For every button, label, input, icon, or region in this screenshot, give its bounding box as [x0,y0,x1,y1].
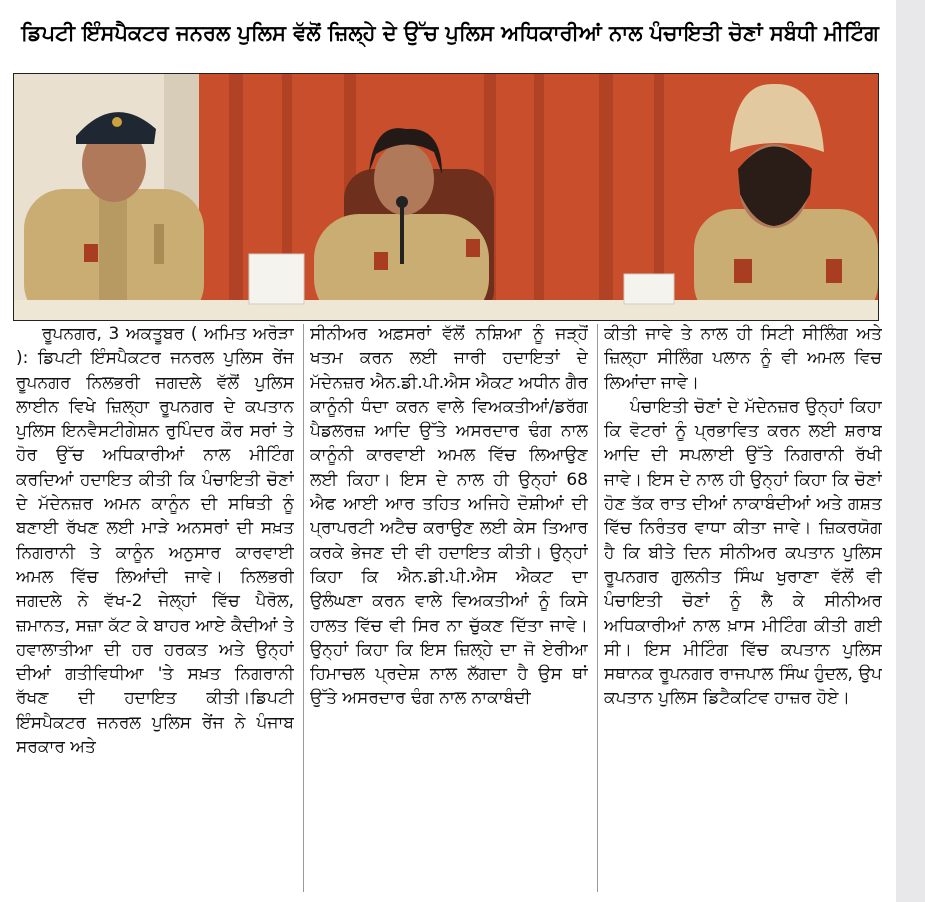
photo-table [14,300,878,320]
article-column-1 [16,322,294,894]
dateline: ਰੂਪਨਗਰ, 3 ਅਕਤੂਬਰ ( ਅਮਿਤ ਅਰੋੜਾ ): [16,324,294,369]
column-divider [303,324,304,892]
article-col2-text: ਸੀਨੀਅਰ ਅਫ਼ਸਰਾਂ ਵੱਲੋਂ ਨਸ਼ਿਆ ਨੂੰ ਜੜ੍ਹੋਂ ਖਤਮ ਕਰਨ ਲਈ ਜਾਰੀ ਹਦਾਇਤਾਂ ਦੇ ਮੱਦੇਨਜ਼ਰ ਐਨ.ਡੀ.ਪੀ.ਐਸ ਐਕਟ ਅਧੀਨ ਗੈਰ ਕਾਨੂੰਨੀ ਧੰਦਾ ਕਰਨ ਵਾਲੇ ਵਿਅਕਤੀਆਂ/ਡਰੱਗ ਪੈਡਲਰਜ਼ ਆਦਿ ਉੱਤੇ ਅਸਰਦਾਰ ਢੰਗ ਨਾਲ ਕਾਨੂੰਨੀ ਕਾਰਵਾਈ ਅਮਲ ਵਿੱਚ ਲਿਆਉਣ ਲਈ ਕਿਹਾ। ਇਸ ਦੇ ਨਾਲ ਹੀ ਉਨ੍ਹਾਂ 68 ਐਫ ਆਈ ਆਰ ਤਹਿਤ ਅਜਿਹੇ ਦੋਸ਼ੀਆਂ ਦੀ ਪ੍ਰਾਪਰਟੀ ਅਟੈਚ ਕਰਾਉਣ ਲਈ ਕੇਸ ਤਿਆਰ ਕਰਕੇ ਭੇਜਣ ਦੀ ਵੀ ਹਦਾਇਤ ਕੀਤੀ। ਉਨ੍ਹਾਂ ਕਿਹਾ ਕਿ ਐਨ.ਡੀ.ਪੀ.ਐਸ ਐਕਟ ਦਾ ਉਲੰਘਣਾ ਕਰਨ ਵਾਲੇ ਵਿਅਕਤੀਆਂ ਨੂੰ ਕਿਸੇ ਹਾਲਤ ਵਿੱਚ ਵੀ ਸਿਰ ਨਾ ਚੁੱਕਣ ਦਿੱਤਾ ਜਾਵੇ। ਉਨ੍ਹਾਂ ਕਿਹਾ ਕਿ ਇਸ ਜ਼ਿਲ੍ਹੇ ਦਾ ਜੋ ਏਰੀਆ ਹਿਮਾਚਲ ਪ੍ਰਦੇਸ਼ ਨਾਲ ਲੱਗਦਾ ਹੈ ਉਸ ਥਾਂ ਉੱਤੇ ਅਸਰਦਾਰ ਢੰਗ ਨਾਲ ਨਾਕਾਬੰਦੀ [310,324,588,709]
meeting-photo [13,73,879,321]
article-column-3 [604,322,882,894]
article-col3-para1: ਕੀਤੀ ਜਾਵੇ ਤੇ ਨਾਲ ਹੀ ਸਿਟੀ ਸੀਲਿੰਗ ਅਤੇ ਜ਼ਿਲ੍ਹਾ ਸੀਲਿੰਗ ਪਲਾਨ ਨੂੰ ਵੀ ਅਮਲ ਵਿਚ ਲਿਆਂਦਾ ਜਾਵੇ। [604,324,882,393]
article-body [16,322,892,900]
article-col3-para2: ਪੰਚਾਇਤੀ ਚੋਣਾਂ ਦੇ ਮੱਦੇਨਜ਼ਰ ਉਨ੍ਹਾਂ ਕਿਹਾ ਕਿ ਵੋਟਰਾਂ ਨੂੰ ਪ੍ਰਭਾਵਿਤ ਕਰਨ ਲਈ ਸ਼ਰਾਬ ਆਦਿ ਦੀ ਸਪਲਾਈ ਉੱਤੇ ਨਿਗਰਾਨੀ ਰੱਖੀ ਜਾਵੇ। ਇਸ ਦੇ ਨਾਲ ਹੀ ਉਨ੍ਹਾਂ ਕਿਹਾ ਕਿ ਚੋਣਾਂ ਹੋਣ ਤੱਕ ਰਾਤ ਦੀਆਂ ਨਾਕਾਬੰਦੀਆਂ ਅਤੇ ਗਸ਼ਤ ਵਿੱਚ ਨਿਰੰਤਰ ਵਾਧਾ ਕੀਤਾ ਜਾਵੇ। ਜ਼ਿਕਰਯੋਗ ਹੈ ਕਿ ਬੀਤੇ ਦਿਨ ਸੀਨੀਅਰ ਕਪਤਾਨ ਪੁਲਿਸ ਰੂਪਨਗਰ ਗੁਲਨੀਤ ਸਿੰਘ ਖੁਰਾਣਾ ਵੱਲੋਂ ਵੀ ਪੰਚਾਇਤੀ ਚੋਣਾਂ ਨੂੰ ਲੈ ਕੇ ਸੀਨੀਅਰ ਅਧਿਕਾਰੀਆਂ ਨਾਲ ਖ਼ਾਸ ਮੀਟਿੰਗ ਕੀਤੀ ਗਈ ਸੀ। ਇਸ ਮੀਟਿੰਗ ਵਿੱਚ ਕਪਤਾਨ ਪੁਲਿਸ ਸਥਾਨਕ ਰੂਪਨਗਰ ਰਾਜਪਾਲ ਸਿੰਘ ਹੁੰਦਲ, ਉਪ ਕਪਤਾਨ ਪੁਲਿਸ ਡਿਟੈਕਟਿਵ ਹਾਜ਼ਰ ਹੋਏ। [604,396,882,709]
article-col1-text: ਡਿਪਟੀ ਇੰਸਪੈਕਟਰ ਜਨਰਲ ਪੁਲਿਸ ਰੇਂਜ ਰੂਪਨਗਰ ਨਿਲਭਰੀ ਜਗਦਲੇ ਵੱਲੋਂ ਪੁਲਿਸ ਲਾਈਨ ਵਿਖੇ ਜ਼ਿਲ੍ਹਾ ਰੂਪਨਗਰ ਦੇ ਕਪਤਾਨ ਪੁਲਿਸ ਇਨਵੈਸਟੀਗੇਸ਼ਨ ਰੁਪਿੰਦਰ ਕੌਰ ਸਰਾਂ ਤੇ ਹੋਰ ਉੱਚ ਅਧਿਕਾਰੀਆਂ ਨਾਲ ਮੀਟਿੰਗ ਕਰਦਿਆਂ ਹਦਾਇਤ ਕੀਤੀ ਕਿ ਪੰਚਾਇਤੀ ਚੋਣਾਂ ਦੇ ਮੱਦੇਨਜ਼ਰ ਅਮਨ ਕਾਨੂੰਨ ਦੀ ਸਥਿਤੀ ਨੂੰ ਬਣਾਈ ਰੱਖਣ ਲਈ ਮਾੜੇ ਅਨਸਰਾਂ ਦੀ ਸਖ਼ਤ ਨਿਗਰਾਨੀ ਤੇ ਕਾਨੂੰਨ ਅਨੁਸਾਰ ਕਾਰਵਾਈ ਅਮਲ ਵਿੱਚ ਲਿਆਂਦੀ ਜਾਵੇ। ਨਿਲਭਰੀ ਜਗਦਲੇ ਨੇ ਵੱਖ-2 ਜੇਲ੍ਹਾਂ ਵਿੱਚ ਪੈਰੋਲ, ਜ਼ਮਾਨਤ, ਸਜ਼ਾ ਕੱਟ ਕੇ ਬਾਹਰ ਆਏ ਕੈਦੀਆਂ ਤੇ ਹਵਾਲਾਤੀਆ ਦੀ ਹਰ ਹਰਕਤ ਅਤੇ ਉਨ੍ਹਾਂ ਦੀਆਂ ਗਤੀਵਿਧੀਆ 'ਤੇ ਸਖ਼ਤ ਨਿਗਰਾਨੀ ਰੱਖਣ ਦੀ ਹਦਾਇਤ ਕੀਤੀ।ਡਿਪਟੀ ਇੰਸਪੈਕਟਰ ਜਨਰਲ ਪੁਲਿਸ ਰੇਂਜ ਨੇ ਪੰਜਾਬ ਸਰਕਾਰ ਅਤੇ [16,348,294,758]
page-edge-strip [896,0,925,902]
column-divider [597,324,598,892]
headline: ਡਿਪਟੀ ਇੰਸਪੈਕਟਰ ਜਨਰਲ ਪੁਲਿਸ ਵੱਲੋਂ ਜ਼ਿਲ੍ਹੇ ਦੇ ਉੱਚ ਪੁਲਿਸ ਅਧਿਕਾਰੀਆਂ ਨਾਲ ਪੰਚਾਇਤੀ ਚੋਣਾਂ ਸਬੰਧੀ ਮੀਟਿੰਗ [21,21,879,45]
article-column-2 [310,322,588,894]
